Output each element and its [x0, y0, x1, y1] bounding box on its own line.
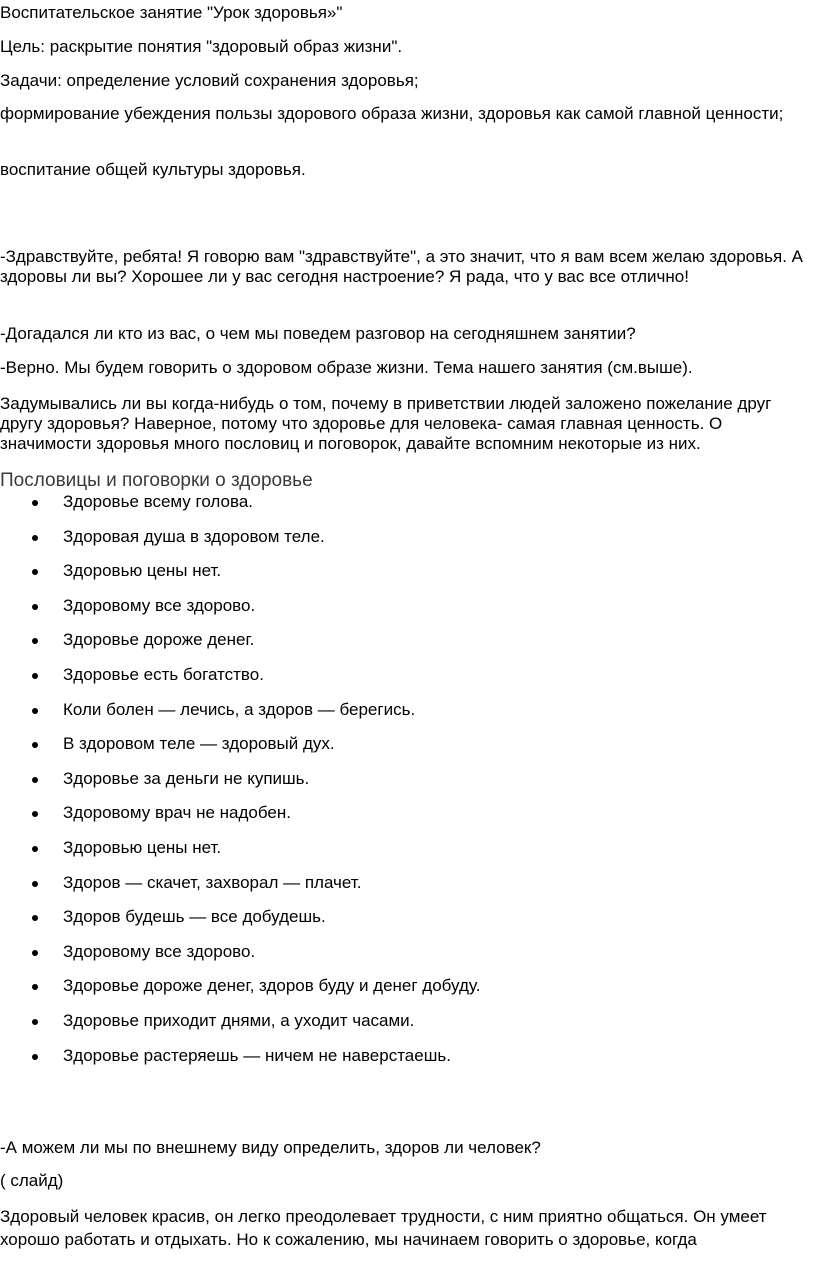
greeting-paragraph: -Здравствуйте, ребята! Я говорю вам "здравствуйте", а это значит, что я вам всем желаю здоровья. А здоровы ли вы? Хорошее ли у вас сегодня настроение? Я рада, что у вас все отлично!: [0, 247, 804, 286]
proverb-text: Здоровье за деньги не купишь.: [63, 768, 310, 788]
bullet-icon: [32, 742, 38, 748]
proverb-text: Здоровому все здорово.: [63, 941, 256, 961]
proverb-text: Здоровье есть богатство.: [63, 664, 264, 684]
proverb-list-item: [0, 976, 812, 1011]
bullet-icon: [32, 1054, 38, 1060]
proverb-list-item: [0, 907, 812, 942]
bullet-icon: [32, 673, 38, 679]
bullet-icon: [32, 950, 38, 956]
tasks-paragraph-1: Задачи: определение условий сохранения здоровья;: [0, 71, 419, 90]
proverb-text: Здоровому все здорово.: [63, 595, 256, 615]
proverb-list-item: [0, 803, 812, 838]
proverb-list-item: [0, 734, 812, 769]
proverb-list-item: [0, 1011, 812, 1046]
slide-note: ( слайд): [0, 1171, 64, 1190]
bullet-icon: [32, 535, 38, 541]
proverb-text: Здоровье дороже денег, здоров буду и денег добуду.: [63, 976, 481, 996]
goal-paragraph: Цель: раскрытие понятия "здоровый образ жизни".: [0, 37, 403, 56]
closing-paragraph: Здоровый человек красив, он легко преодолевает трудности, с ним приятно общаться. Он умеет хорошо работать и отдыхать. Но к сожалению, мы начинаем говорить о здоровье, когда: [0, 1207, 767, 1249]
proverb-list-item: [0, 596, 812, 631]
bullet-icon: [32, 569, 38, 575]
reflection-paragraph: Задумывались ли вы когда-нибудь о том, почему в приветствии людей заложено пожелание друг другу здоровья? Наверное, потому что здоровье для человека- самая главная ценность. О значимости здоровья много пословиц и поговорок, давайте вспомним некоторые из них.: [0, 394, 772, 453]
tasks-paragraph-3: воспитание общей культуры здоровья.: [0, 160, 306, 179]
proverb-text: В здоровом теле — здоровый дух.: [63, 734, 335, 754]
proverb-list-item: [0, 873, 812, 908]
bullet-icon: [32, 1019, 38, 1025]
proverb-text: Здоровье дороже денег.: [63, 630, 255, 650]
proverb-list-item: [0, 492, 812, 527]
proverb-list-item: [0, 630, 812, 665]
bullet-icon: [32, 846, 38, 852]
bullet-icon: [32, 708, 38, 714]
bullet-icon: [32, 881, 38, 887]
proverb-text: Здоровье растеряешь — ничем не наверстаешь.: [63, 1045, 451, 1065]
proverb-text: Здоров будешь — все добудешь.: [63, 907, 326, 927]
proverb-text: Коли болен — лечись, а здоров — берегись.: [63, 699, 416, 719]
proverb-list-item: [0, 1046, 812, 1081]
proverb-list-item: [0, 838, 812, 873]
document-title: Воспитательское занятие "Урок здоровья»": [0, 3, 343, 22]
proverb-text: Здоровью цены нет.: [63, 837, 222, 857]
bullet-icon: [32, 500, 38, 506]
tasks-paragraph-2: формирование убеждения пользы здорового образа жизни, здоровья как самой главной ценности;: [0, 104, 784, 123]
proverb-list-item: [0, 769, 812, 804]
proverbs-list: [0, 492, 812, 1080]
proverb-text: Здоровому врач не надобен.: [63, 803, 291, 823]
bullet-icon: [32, 984, 38, 990]
proverb-text: Здоровая душа в здоровом теле.: [63, 526, 325, 546]
proverb-list-item: [0, 527, 812, 562]
proverb-list-item: [0, 942, 812, 977]
proverb-list-item: [0, 665, 812, 700]
proverb-list-item: [0, 700, 812, 735]
bullet-icon: [32, 811, 38, 817]
question-paragraph-2: -А можем ли мы по внешнему виду определить, здоров ли человек?: [0, 1138, 541, 1157]
proverb-text: Здоров — скачет, захворал — плачет.: [63, 872, 362, 892]
proverbs-heading: Пословицы и поговорки о здоровье: [0, 470, 313, 491]
bullet-icon: [32, 777, 38, 783]
proverb-text: Здоровье всему голова.: [63, 492, 254, 511]
answer-paragraph-1: -Верно. Мы будем говорить о здоровом образе жизни. Тема нашего занятия (см.выше).: [0, 358, 693, 377]
bullet-icon: [32, 604, 38, 610]
question-paragraph-1: -Догадался ли кто из вас, о чем мы поведем разговор на сегодняшнем занятии?: [0, 324, 636, 343]
bullet-icon: [32, 638, 38, 644]
proverb-text: Здоровью цены нет.: [63, 561, 222, 581]
proverb-list-item: [0, 561, 812, 596]
bullet-icon: [32, 915, 38, 921]
proverb-text: Здоровье приходит днями, а уходит часами.: [63, 1010, 415, 1030]
